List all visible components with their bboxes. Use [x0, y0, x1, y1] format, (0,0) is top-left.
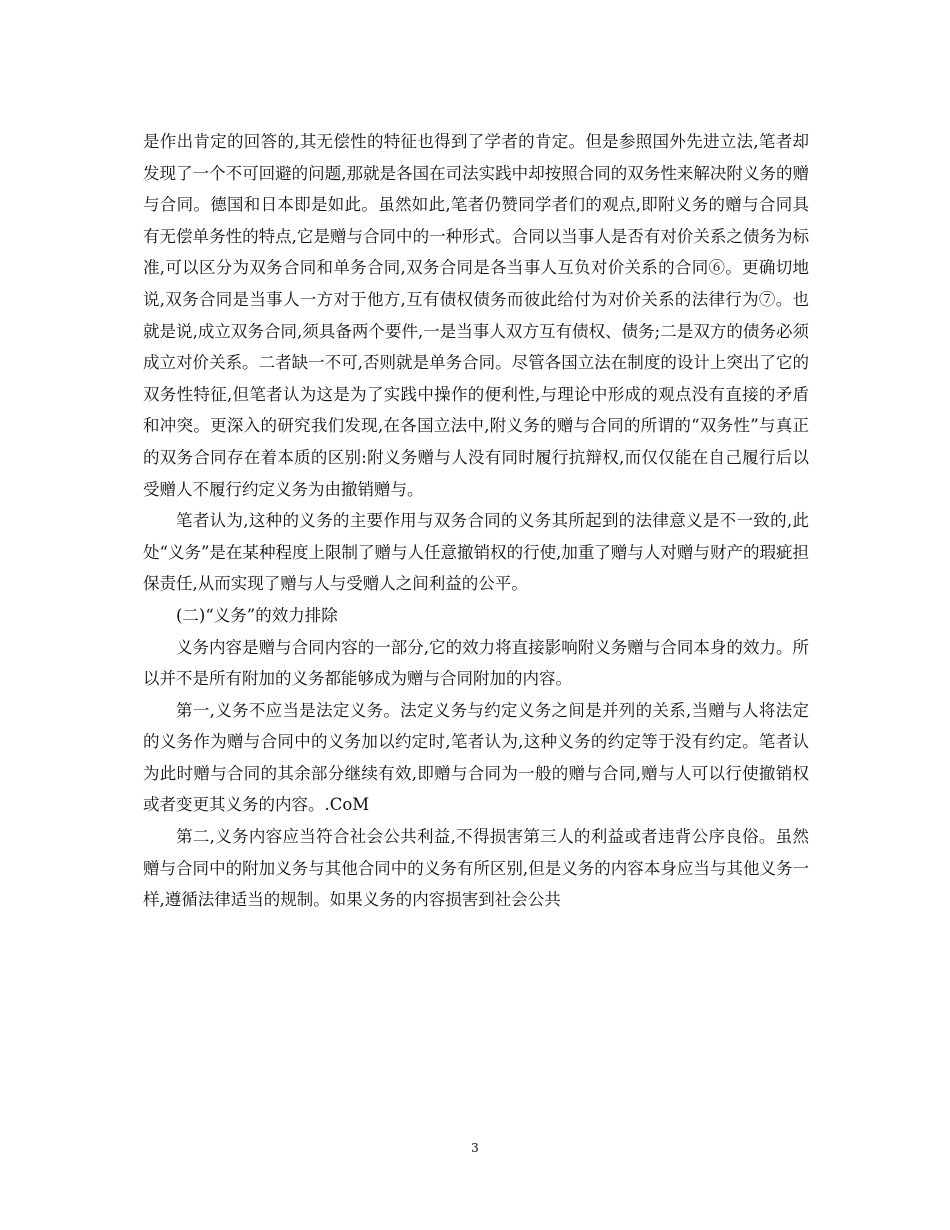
page-number: 3 [471, 1141, 479, 1155]
section-heading: (二)“义务”的效力排除 [176, 605, 338, 625]
paragraph-3: 义务内容是赠与合同内容的一部分,它的效力将直接影响附义务赠与合同本身的效力。所以并不是所有附加的义务都能够成为赠与合同附加的内容。 [143, 637, 809, 689]
paragraph-5: 第二,义务内容应当符合社会公共利益,不得损害第三人的利益或者违背公序良俗。虽然赠与合同中的附加义务与其他合同中的义务有所区别,但是义务的内容本身应当与其他义务一样,遵循法律适当的规制。如果义务的内容损害到社会公共 [143, 827, 809, 910]
paragraph-4: 第一,义务不应当是法定义务。法定义务与约定义务之间是并列的关系,当赠与人将法定的义务作为赠与合同中的义务加以约定时,笔者认为,这种义务的约定等于没有约定。笔者认为此时赠与合同的其余部分继续有效,即赠与合同为一般的赠与合同,赠与人可以行使撤销权或者变更其义务的内容。.CoM [143, 700, 809, 815]
paragraph-1: 是作出肯定的回答的,其无偿性的特征也得到了学者的肯定。但是参照国外先进立法,笔者却发现了一个不可回避的问题,那就是各国在司法实践中却按照合同的双务性来解决附义务的赠与合同。德国和日本即是如此。虽然如此,笔者仍赞同学者们的观点,即附义务的赠与合同具有无偿单务性的特点,它是赠与合同中的一种形式。合同以当事人是否有对价关系之债务为标准,可以区分为双务合同和单务合同,双务合同是各当事人互负对价关系的合同⑥。更确切地说,双务合同是当事人一方对于他方,互有债权债务而彼此给付为对价关系的法律行为⑦。也就是说,成立双务合同,须具备两个要件,一是当事人双方互有债权、债务;二是双方的债务必须成立对价关系。二者缺一不可,否则就是单务合同。尽管各国立法在制度的设计上突出了它的双务性特征,但笔者认为这是为了实践中操作的便利性,与理论中形成的观点没有直接的矛盾和冲突。更深入的研究我们发现,在各国立法中,附义务的赠与合同的所谓的“双务性”与真正的双务合同存在着本质的区别:附义务赠与人没有同时履行抗辩权,而仅仅能在自己履行后以受赠人不履行约定义务为由撤销赠与。 [143, 132, 809, 499]
page-body [143, 126, 809, 916]
paragraph-2: 笔者认为,这种的义务的主要作用与双务合同的义务其所起到的法律意义是不一致的,此处“义务”是在某种程度上限制了赠与人任意撤销权的行使,加重了赠与人对赠与财产的瑕疵担保责任,从而实现了赠与人与受赠人之间利益的公平。 [143, 511, 809, 594]
